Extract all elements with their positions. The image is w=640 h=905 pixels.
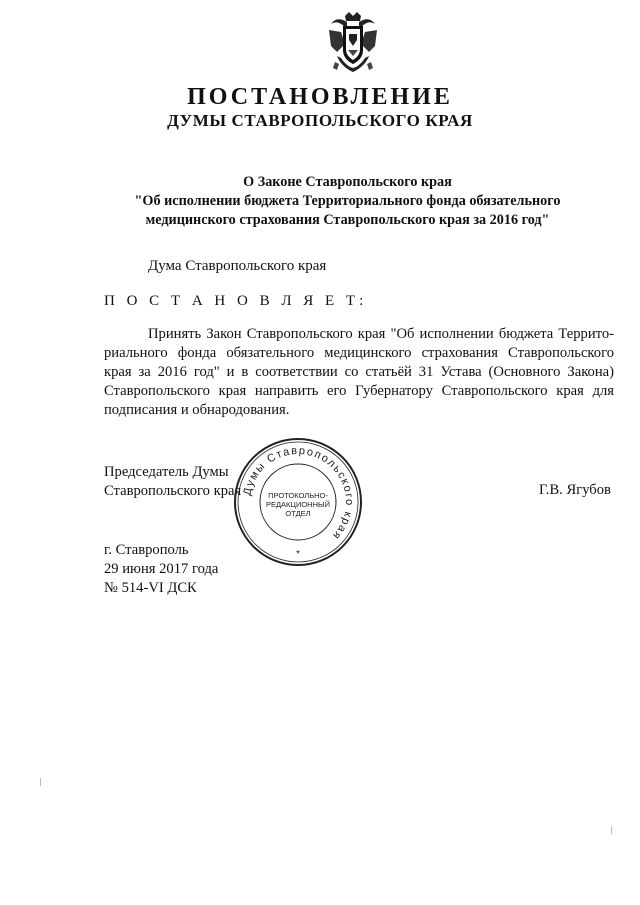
stamp-inner-line: ПРОТОКОЛЬНО- [268,491,328,500]
decree-body [104,325,614,420]
signatory-title-line: Председатель Думы [104,464,229,480]
signatory-title [104,463,241,501]
law-title-line: "Об исполнении бюджета Территориального фонда обязательного [134,193,561,209]
decree-heading: П О С Т А Н О В Л Я Е Т: [104,293,368,309]
law-title [110,173,585,230]
document-number: № 514-VI ДСК [104,580,197,596]
stamp-ring-text: Думы Ставропольского края [241,444,356,543]
law-title-line: медицинского страхования Ставропольского края за 2016 год" [145,212,550,228]
signatory-title-line: Ставропольского края [104,483,242,499]
signatory-name: Г.В. Ягубов [539,482,611,498]
issuer-name: Дума Ставропольского края [148,258,327,274]
city: г. Ставрополь [104,542,189,558]
document-subtitle: ДУМЫ СТАВРОПОЛЬСКОГО КРАЯ [167,111,473,130]
body-line: Ставропольского края направить его Губернатору Ставропольского края для [104,383,614,399]
document-title: ПОСТАНОВЛЕНИЕ [187,84,453,110]
place-date-block [104,541,218,598]
official-stamp [232,436,364,568]
body-line: края за 2016 год" и в соответствии со статьёй 31 Устава (Основного Закона) [104,364,614,380]
date: 29 июня 2017 года [104,561,219,577]
scan-artifact [40,778,41,786]
scan-artifact [611,826,612,834]
body-line: подписания и обнародования. [104,402,290,418]
coat-of-arms-icon [327,10,379,76]
body-line: Принять Закон Ставропольского края "Об исполнении бюджета Террито- [148,326,614,342]
law-title-line: О Законе Ставропольского края [243,174,452,190]
stamp-star: * [296,549,300,560]
body-line: риального фонда обязательного медицинского страхования Ставропольского [104,345,614,361]
stamp-inner-line: РЕДАКЦИОННЫЙ [265,500,331,509]
stamp-inner-line: ОТДЕЛ [285,509,311,518]
